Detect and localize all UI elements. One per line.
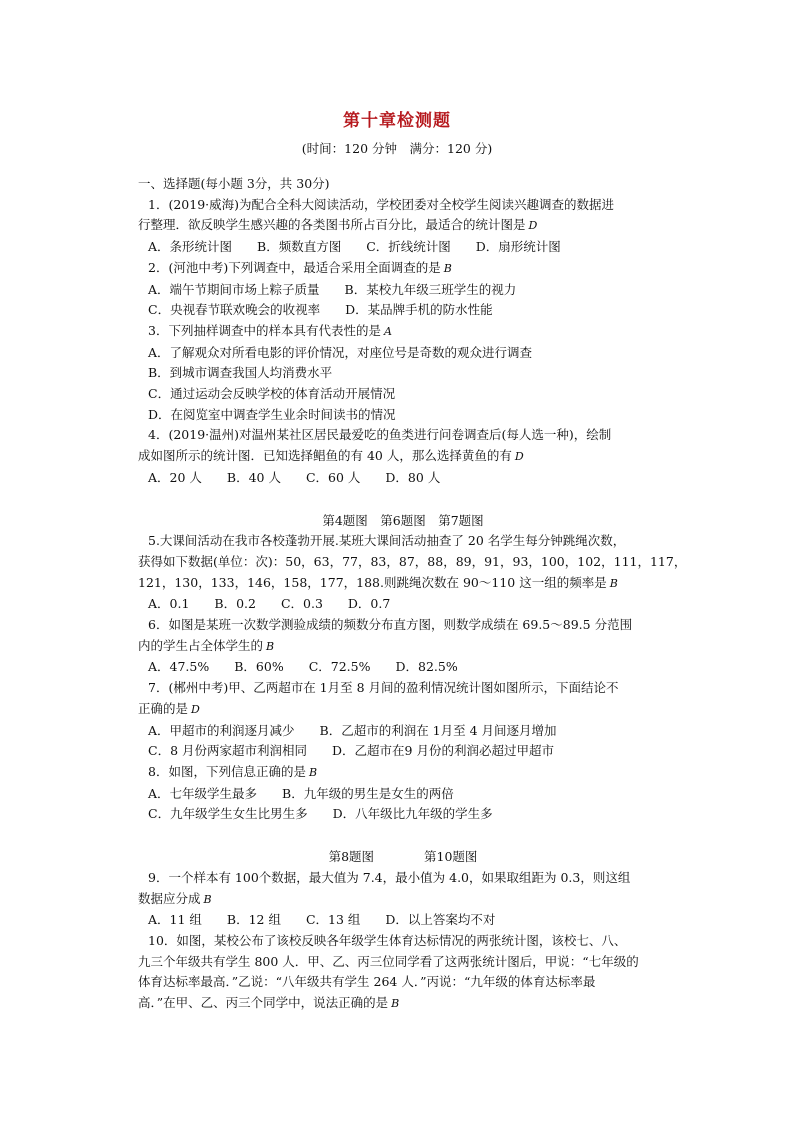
q3-stem: 3．下列抽样调查中的样本具有代表性的是 A xyxy=(148,322,392,338)
q10-stem-line3: 体育达标率最高．”乙说：“八年级共有学生 264 人．”丙说：“九年级的体育达标率最 xyxy=(138,974,596,990)
q1-options: A．条形统计图 B．频数直方图 C．折线统计图 D．扇形统计图 xyxy=(148,239,561,255)
q1-stem-line1: 1．(2019·威海)为配合全科大阅读活动，学校团委对全校学生阅读兴趣调查的数据进 xyxy=(148,196,614,212)
q6-answer: B xyxy=(266,639,275,653)
q4-stem-line1: 4．(2019·温州)对温州某社区居民最爱吃的鱼类进行问卷调查后(每人选一种)，绘制 xyxy=(148,427,612,443)
section-heading: 一、选择题(每小题 3分，共 30分) xyxy=(138,176,330,191)
q10-stem-line4: 高．”在甲、乙、丙三个同学中，说法正确的是 B xyxy=(138,995,400,1011)
q6-options: A．47.5% B．60% C．72.5% D．82.5% xyxy=(148,659,458,675)
q1-answer: D xyxy=(528,219,538,233)
q2-stem: 2．(河池中考)下列调查中，最适合采用全面调查的是 B xyxy=(148,259,452,275)
q7-answer: D xyxy=(191,702,200,716)
q10-answer: B xyxy=(391,997,400,1011)
q8-options-line1: A．七年级学生最多 B．九年级的男生是女生的两倍 xyxy=(148,785,454,801)
q3-option-d: D．在阅览室中调查学生业余时间读书的情况 xyxy=(148,406,396,422)
figure-captions-4-6-7: 第4题图 第6题图 第7题图 xyxy=(322,512,484,528)
q7-options-line2: C．8 月份两家超市利润相同 D．乙超市在9 月份的利润必超过甲超市 xyxy=(148,743,554,759)
q10-stem-line1: 10．如图，某校公布了该校反映各年级学生体育达标情况的两张统计图，该校七、八、 xyxy=(148,932,627,948)
q9-answer: B xyxy=(203,892,212,906)
q2-options-line2: C．央视春节联欢晚会的收视率 D．某品牌手机的防水性能 xyxy=(148,302,493,318)
q4-stem-line2: 成如图所示的统计图．已知选择鲳鱼的有 40 人，那么选择黄鱼的有 D xyxy=(138,448,524,464)
q3-option-c: C．通过运动会反映学校的体育活动开展情况 xyxy=(148,386,396,402)
q3-option-b: B．到城市调查我国人均消费水平 xyxy=(148,365,333,381)
q5-stem-line1: 5.大课间活动在我市各校蓬勃开展.某班大课间活动抽查了 20 名学生每分钟跳绳次数， xyxy=(148,533,626,549)
q2-answer: B xyxy=(443,261,452,275)
q8-stem: 8．如图，下列信息正确的是 B xyxy=(148,763,318,779)
q3-answer: A xyxy=(383,324,392,338)
q5-answer: B xyxy=(609,576,618,590)
exam-info: (时间：120 分钟 满分：120 分) xyxy=(301,141,493,156)
q7-stem-line2: 正确的是 D xyxy=(138,700,200,716)
figure-captions-8-10: 第8题图 第10题图 xyxy=(328,849,478,865)
q1-stem-line2: 行整理．欲反映学生感兴趣的各类图书所占百分比，最适合的统计图是 D xyxy=(138,217,538,233)
q5-options: A．0.1 B．0.2 C．0.3 D．0.7 xyxy=(148,596,391,612)
q5-stem-line3: 121，130，133，146，158，177，188.则跳绳次数在 90～110 这一组的频率是 B xyxy=(138,574,618,590)
q7-stem-line1: 7．(郴州中考)甲、乙两超市在 1月至 8 月间的盈利情况统计图如图所示，下面结论不 xyxy=(148,680,619,696)
q6-stem-line1: 6．如图是某班一次数学测验成绩的频数分布直方图，则数学成绩在 69.5～89.5 分范围 xyxy=(148,617,633,633)
page-title: 第十章检测题 xyxy=(343,111,451,131)
q8-options-line2: C．九年级学生女生比男生多 D．八年级比九年级的学生多 xyxy=(148,806,493,822)
q8-answer: B xyxy=(308,765,318,779)
q7-options-line1: A．甲超市的利润逐月减少 B．乙超市的利润在 1月至 4 月间逐月增加 xyxy=(148,722,557,738)
q6-stem-line2: 内的学生占全体学生的 B xyxy=(138,637,275,653)
question-body xyxy=(138,174,687,1015)
q9-options: A．11 组 B．12 组 C．13 组 D．以上答案均不对 xyxy=(148,912,496,928)
q9-stem-line2: 数据应分成 B xyxy=(138,890,212,906)
q10-stem-line2: 九三个年级共有学生 800 人．甲、乙、丙三位同学看了这两张统计图后，甲说：“七年级的 xyxy=(138,953,639,969)
q3-option-a: A．了解观众对所看电影的评价情况，对座位号是奇数的观众进行调查 xyxy=(148,344,533,360)
q2-options-line1: A．端午节期间市场上粽子质量 B．某校九年级三班学生的视力 xyxy=(148,281,517,297)
q4-answer: D xyxy=(514,450,524,464)
q9-stem-line1: 9．一个样本有 100个数据，最大值为 7.4，最小值为 4.0，如果取组距为 0.3，则这组 xyxy=(148,869,631,885)
q4-options: A．20 人 B．40 人 C．60 人 D．80 人 xyxy=(148,469,441,485)
q5-stem-line2: 获得如下数据(单位：次)：50，63，77，83，87，88，89，91，93，100，102，111，117， xyxy=(138,553,687,569)
